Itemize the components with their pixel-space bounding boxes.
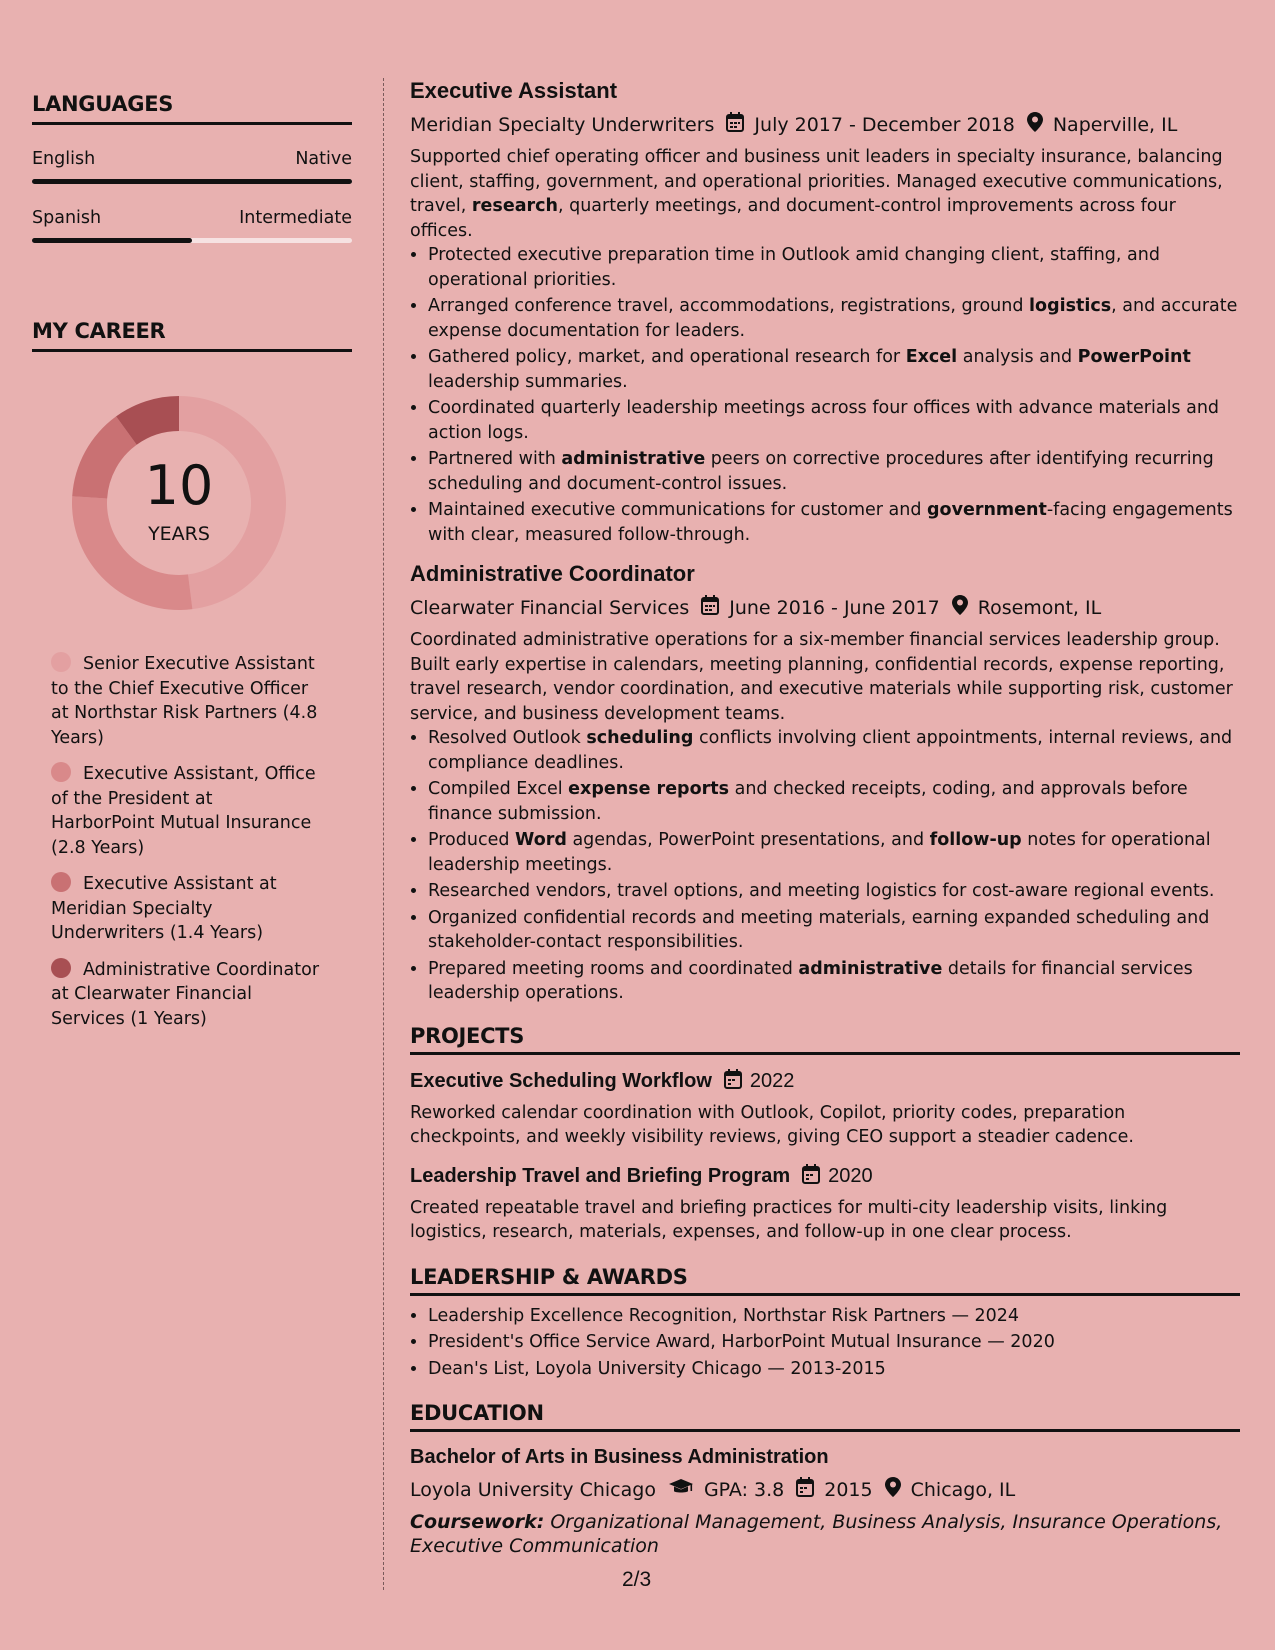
job-location: Naperville, IL	[1052, 113, 1178, 136]
awards-heading: LEADERSHIP & AWARDS	[410, 1265, 1240, 1296]
legend-dot	[51, 872, 71, 892]
project-title: Leadership Travel and Briefing Program	[410, 1165, 791, 1187]
education-entry	[410, 1446, 1240, 1558]
list-item: • Partnered with administrative peers on corrective procedures after identifying recurring scheduling and document-control issues.	[428, 447, 1240, 496]
list-item: • Gathered policy, market, and operational research for Excel analysis and PowerPoint leadership summaries.	[428, 345, 1240, 394]
list-item: • Researched vendors, travel options, and meeting logistics for cost-aware regional events.	[428, 879, 1240, 904]
education-heading: EDUCATION	[410, 1401, 1240, 1432]
list-item: • Maintained executive communications for customer and government-facing engagements with clear, measured follow-through.	[428, 498, 1240, 547]
main-content	[410, 78, 1240, 1558]
job-meta	[410, 112, 1240, 137]
job-description: Coordinated administrative operations for a six-member financial services leadership group. Built early expertise in calendars, meeting planning, confidential records, expense reporting, travel research, vendor coordination, and executive materials while supporting risk, customer service, and business development teams.	[410, 630, 1233, 724]
language-name: Spanish	[32, 208, 102, 228]
graduation-cap-icon	[668, 1478, 694, 1501]
language-level: Native	[295, 149, 352, 169]
job-entry	[410, 561, 1240, 1006]
education-school: Loyola University Chicago	[410, 1478, 656, 1501]
job-bullets	[410, 243, 1240, 547]
project-year: 2022	[749, 1070, 795, 1092]
education-gpa: GPA: 3.8	[703, 1478, 785, 1501]
language-name: English	[32, 149, 96, 169]
education-meta	[410, 1477, 1240, 1502]
legend-dot	[51, 762, 71, 782]
project-description: Reworked calendar coordination with Outlook, Copilot, priority codes, preparation checkpoints, and weekly visibility reviews, giving CEO support a steadier cadence.	[410, 1102, 1134, 1147]
job-company: Clearwater Financial Services	[410, 596, 690, 619]
project-entry	[410, 1069, 1240, 1150]
language-bar-fill	[32, 179, 352, 184]
awards-list	[410, 1304, 1240, 1382]
sidebar	[32, 92, 352, 1043]
career-legend	[51, 652, 321, 1031]
list-item: • President's Office Service Award, HarborPoint Mutual Insurance — 2020	[428, 1330, 1240, 1355]
job-title: Executive Assistant	[410, 78, 618, 103]
career-total: 10	[144, 454, 214, 517]
career-heading: MY CAREER	[32, 319, 352, 352]
calendar-icon	[796, 1477, 814, 1502]
list-item: • Coordinated quarterly leadership meetings across four offices with advance materials and action logs.	[428, 396, 1240, 445]
legend-item: Executive Assistant at Meridian Specialty Underwriters (1.4 Years)	[51, 874, 277, 943]
career-unit: YEARS	[148, 523, 210, 545]
language-level: Intermediate	[239, 208, 352, 228]
languages-heading: LANGUAGES	[32, 92, 352, 125]
list-item: • Protected executive preparation time in Outlook amid changing client, staffing, and operational priorities.	[428, 243, 1240, 292]
education-degree: Bachelor of Arts in Business Administration	[410, 1446, 829, 1468]
calendar-icon	[724, 1069, 742, 1095]
language-bar	[32, 179, 352, 184]
job-entry	[410, 78, 1240, 547]
legend-item: Executive Assistant, Office of the President at HarborPoint Mutual Insurance (2.8 Years)	[51, 764, 316, 858]
calendar-icon	[802, 1164, 820, 1190]
job-title: Administrative Coordinator	[410, 561, 695, 586]
education-location: Chicago, IL	[910, 1478, 1016, 1501]
project-entry	[410, 1164, 1240, 1245]
location-pin-icon	[1027, 112, 1043, 137]
list-item: • Prepared meeting rooms and coordinated administrative details for financial services leadership operations.	[428, 957, 1240, 1006]
language-bar	[32, 238, 352, 243]
job-location: Rosemont, IL	[977, 596, 1102, 619]
job-dates: June 2016 - June 2017	[729, 596, 940, 619]
list-item: • Leadership Excellence Recognition, Northstar Risk Partners — 2024	[428, 1304, 1240, 1329]
project-year: 2020	[828, 1165, 873, 1187]
list-item: • Compiled Excel expense reports and checked receipts, coding, and approvals before finance submission.	[428, 777, 1240, 826]
list-item: • Dean's List, Loyola University Chicago — 2013-2015	[428, 1357, 1240, 1382]
project-description: Created repeatable travel and briefing practices for multi-city leadership visits, linking logistics, research, materials, expenses, and follow-up in one clear process.	[410, 1197, 1168, 1242]
job-company: Meridian Specialty Underwriters	[410, 113, 715, 136]
list-item: • Arranged conference travel, accommodations, registrations, ground logistics, and accurate expense documentation for leaders.	[428, 294, 1240, 343]
language-spanish	[32, 208, 352, 243]
job-bullets	[410, 726, 1240, 1006]
legend-item: Administrative Coordinator at Clearwater Financial Services (1 Years)	[51, 959, 320, 1029]
legend-dot	[51, 958, 71, 978]
page-number: 2/3	[622, 1568, 652, 1591]
location-pin-icon	[885, 1477, 901, 1502]
legend-dot	[51, 652, 71, 672]
list-item: • Organized confidential records and meeting materials, earning expanded scheduling and stakeholder-contact responsibilities.	[428, 906, 1240, 955]
calendar-icon	[701, 595, 719, 620]
list-item: • Resolved Outlook scheduling conflicts involving client appointments, internal reviews, and compliance deadlines.	[428, 726, 1240, 775]
list-item: • Produced Word agendas, PowerPoint presentations, and follow-up notes for operational leadership meetings.	[428, 828, 1240, 877]
column-divider	[383, 78, 384, 1590]
legend-item: Senior Executive Assistant to the Chief Executive Officer at Northstar Risk Partners (4.8 Years)	[51, 654, 318, 748]
job-meta	[410, 595, 1240, 620]
education-coursework: Coursework: Organizational Management, Business Analysis, Insurance Operations, Executive Communication	[410, 1511, 1223, 1557]
job-dates: July 2017 - December 2018	[754, 113, 1015, 136]
language-english	[32, 149, 352, 184]
projects-heading: PROJECTS	[410, 1024, 1240, 1055]
project-title: Executive Scheduling Workflow	[410, 1070, 712, 1092]
career-donut-chart	[64, 388, 294, 618]
education-year: 2015	[824, 1478, 873, 1501]
calendar-icon	[726, 112, 744, 137]
location-pin-icon	[952, 595, 968, 620]
language-bar-fill	[32, 238, 192, 243]
job-description: Supported chief operating officer and business unit leaders in specialty insurance, balancing client, staffing, government, and operational priorities. Managed executive communications, travel, research, quarterly meetings, and document-control improvements across four offices.	[410, 147, 1223, 241]
